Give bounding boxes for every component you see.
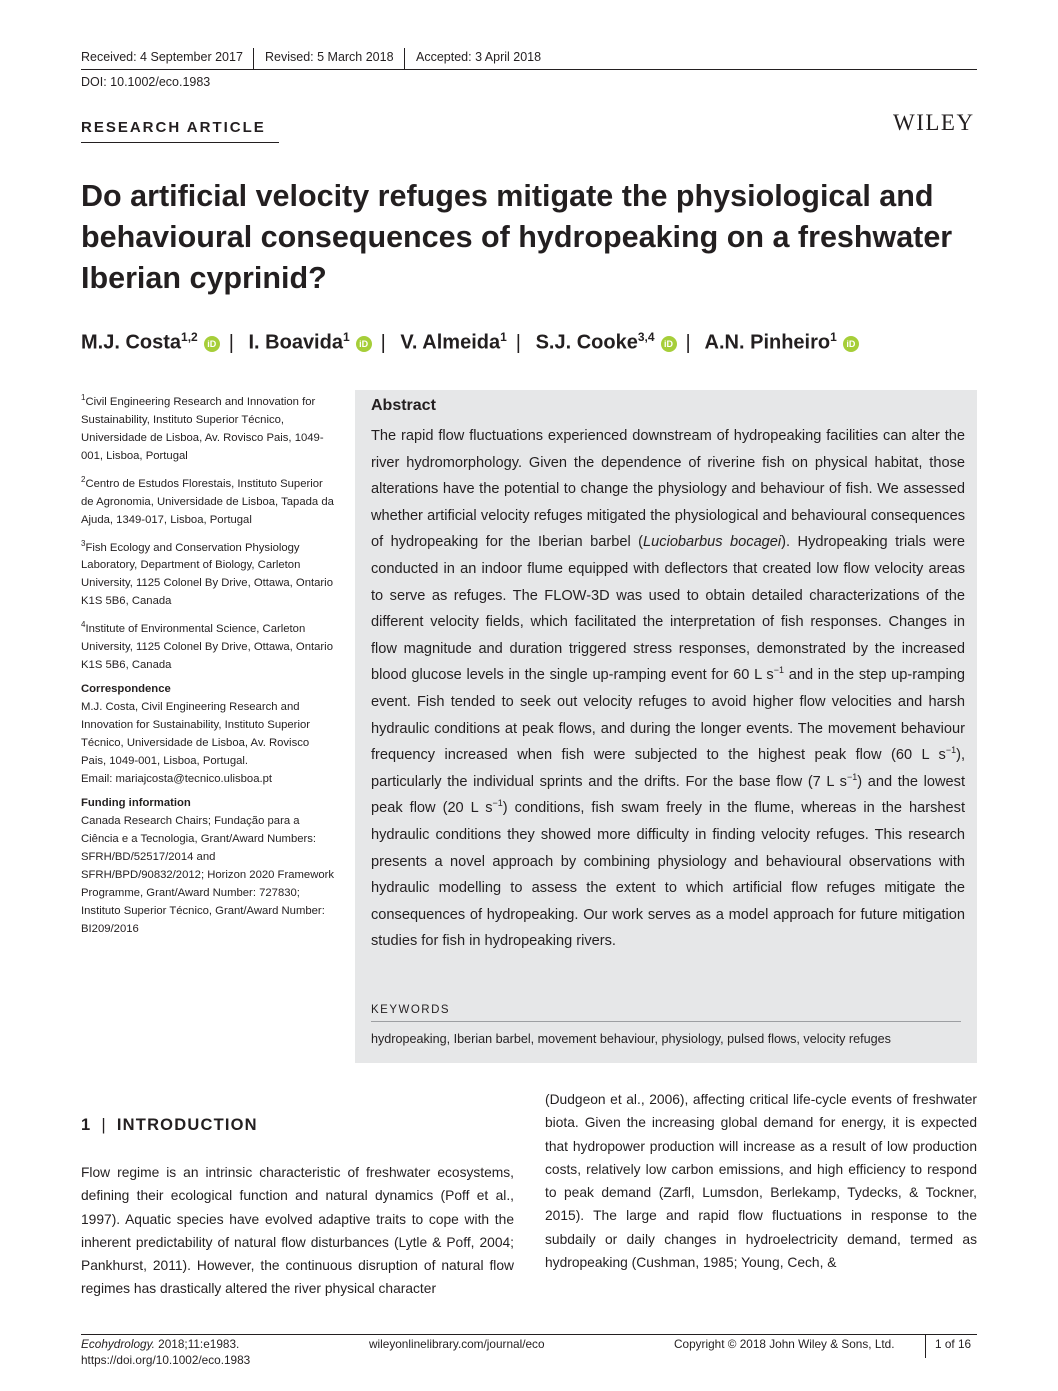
journal-citation: 2018;11:e1983.	[154, 1337, 240, 1351]
author-affiliation-ref: 1,2	[181, 330, 198, 344]
article-title: Do artificial velocity refuges mitigate the physiological and behavioural consequences of hydropeaking on a freshwater Iberian cyprinid?	[81, 179, 953, 295]
affiliation-text: Institute of Environmental Science, Carleton University, 1125 Colonel By Drive, Ottawa, Ontario K1S 5B6, Canada	[81, 623, 333, 672]
unit-exponent: −1	[492, 798, 503, 809]
affiliation-number: 3	[81, 538, 86, 548]
affiliation	[81, 389, 336, 465]
journal-name: Ecohydrology.	[81, 1337, 155, 1351]
footer-copyright: Copyright © 2018 John Wiley & Sons, Ltd.	[674, 1337, 895, 1351]
correspondence-label: Correspondence	[81, 683, 171, 696]
affiliation-text: Civil Engineering Research and Innovation for Sustainability, Instituto Superior Técnico, Universidade de Lisboa, Av. Rovisco Pais, 1049-001, Lisboa, Portugal	[81, 395, 324, 462]
author-separator: |	[515, 331, 521, 354]
orcid-icon[interactable]: iD	[843, 336, 859, 352]
section-title: INTRODUCTION	[116, 1116, 258, 1134]
affiliation-number: 2	[81, 474, 86, 484]
affiliation-text: Fish Ecology and Conservation Physiology Laboratory, Department of Biology, Carleton University, 1125 Colonel By Drive, Ottawa, Ontario K1S 5B6, Canada	[81, 541, 333, 608]
funding-text: Canada Research Chairs; Fundação para a Ciência e a Tecnologia, Grant/Award Numbers: SFRH/BD/52517/2014 and SFRH/BPD/90832/2012; Horizon 2020 Framework Programme, Grant/Award Number: 727830; Instituto Superior Técnico, Grant/Award Number: BI209/2016	[81, 815, 335, 936]
section-heading	[81, 1116, 258, 1135]
author-separator: |	[228, 331, 234, 354]
keywords-rule	[371, 1021, 961, 1022]
correspondence-email[interactable]: Email: mariajcosta@tecnico.ulisboa.pt	[81, 773, 273, 786]
affiliation	[81, 471, 336, 529]
author-affiliation-ref: 1	[830, 330, 837, 344]
abstract-part: The rapid flow fluctuations experienced downstream of hydropeaking facilities can alter the river hydromorphology. Given the dependence of riverine fish on physical habitat, those alterations have the potential to change the physiology and behaviour of fish. We assessed whether artificial velocity refuges mitigated the physiological and behavioural consequences of hydropeaking for the Iberian barbel (	[371, 428, 965, 551]
correspondence-text: M.J. Costa, Civil Engineering Research and Innovation for Sustainability, Instituto Superior Técnico, Universidade de Lisboa, Av. Rovisco Pais, 1049-001, Lisboa, Portugal.	[81, 701, 310, 768]
orcid-icon[interactable]: iD	[356, 336, 372, 352]
received-date: Received: 4 September 2017	[81, 50, 243, 64]
accepted-date: Accepted: 3 April 2018	[416, 50, 542, 64]
abstract-part: ) and the lowest peak flow (20 L s	[371, 773, 966, 817]
article-type: RESEARCH ARTICLE	[81, 119, 266, 136]
publisher-logo: WILEY	[893, 110, 975, 135]
affiliation	[81, 535, 336, 611]
section-separator: |	[101, 1116, 107, 1134]
affiliations-column	[81, 389, 336, 944]
orcid-icon[interactable]: iD	[204, 336, 220, 352]
abstract-part: ), particularly the individual sprints and the drifts. For the base flow (7 L s	[371, 747, 965, 790]
orcid-icon[interactable]: iD	[661, 336, 677, 352]
author-name: A.N. Pinheiro	[704, 331, 831, 354]
author-affiliation-ref: 1	[500, 330, 507, 344]
affiliation-text: Centro de Estudos Florestais, Instituto Superior de Agronomia, Universidade de Lisboa, Tapada da Ajuda, 1349-017, Lisboa, Portugal	[81, 477, 334, 526]
affiliation-number: 4	[81, 620, 86, 630]
keywords-heading: KEYWORDS	[371, 1004, 451, 1016]
affiliation-number: 1	[81, 393, 86, 402]
affiliation	[81, 616, 336, 674]
author-affiliation-ref: 3,4	[637, 330, 655, 344]
author-name: M.J. Costa	[81, 331, 182, 354]
abstract-heading: Abstract	[371, 397, 436, 414]
species-name: Luciobarbus bocagei	[643, 534, 782, 551]
author-name: I. Boavida	[248, 331, 343, 354]
abstract-part: and in the step up-ramping event. Fish tended to seek out velocity refuges to avoid higher flow velocities and harsh hydraulic conditions at peak flows, and during the longer events. The movement behaviour frequency increased when fish were subjected to the highest peak flow (60 L s	[371, 667, 965, 764]
page-number: 1 of 16	[935, 1337, 972, 1351]
footer-site-link[interactable]: wileyonlinelibrary.com/journal/eco	[369, 1337, 545, 1351]
author-list	[81, 330, 859, 355]
footer-citation	[81, 1337, 239, 1351]
doi: DOI: 10.1002/eco.1983	[81, 75, 211, 89]
footer-doi-link[interactable]: https://doi.org/10.1002/eco.1983	[81, 1353, 251, 1367]
footer-rule	[81, 1334, 977, 1335]
intro-right-column: (Dudgeon et al., 2006), affecting critical life-cycle events of freshwater biota. Given the increasing global demand for energy, it is expected that hydropower production will increase as a result of low production costs, relatively low carbon emissions, and high efficiency to respond to peak demand (Zarfl, Lumsdon, Berlekamp, Tydecks, & Tockner, 2015). The large and rapid flow fluctuations in response to the subdaily or daily changes in hydroelectricity demand, termed as hydropeaking (Cushman, 1985; Young, Cech, &	[545, 1092, 977, 1271]
author-separator: |	[685, 331, 691, 354]
author-name: S.J. Cooke	[535, 331, 638, 354]
intro-left-column: Flow regime is an intrinsic characteristic of freshwater ecosystems, defining their ecological function and natural dynamics (Poff et al., 1997). Aquatic species have evolved adaptive traits to cope with the inherent predictability of natural flow disturbances (Lytle & Poff, 2004; Pankhurst, 2011). However, the continuous disruption of natural flow regimes has drastically altered the river physical character	[81, 1165, 514, 1297]
header-separator	[404, 48, 405, 70]
unit-exponent: −1	[945, 745, 957, 756]
section-number: 1	[81, 1116, 92, 1134]
article-type-underline	[81, 142, 279, 143]
revised-date: Revised: 5 March 2018	[265, 50, 394, 64]
funding-label: Funding information	[81, 797, 191, 810]
abstract-part: ). Hydropeaking trials were conducted in an indoor flume equipped with deflectors that created low flow velocity areas to serve as refuges. The FLOW-3D was used to obtain detailed characterizations of the different velocity fields, which facilitated the interpretation of fish responses. Changes in flow magnitude and duration triggered stress responses, demonstrated by the increased blood glucose levels in the single up-ramping event for 60 L s	[371, 534, 965, 684]
author-affiliation-ref: 1	[342, 330, 350, 344]
footer-separator	[925, 1334, 926, 1358]
abstract-part: ) conditions, fish swam freely in the flume, whereas in the harshest hydraulic conditions they showed more difficulty in finding velocity refuges. This research presents a novel approach by combining physiology and behavioural observations with hydraulic modelling to assess the extent to which artificial flow refuges mitigate the consequences of hydropeaking. Our work serves as a model approach for future mitigation studies for fish in hydropeaking rivers.	[371, 800, 966, 950]
header-separator	[253, 48, 254, 70]
abstract-text	[371, 423, 965, 955]
keywords-text: hydropeaking, Iberian barbel, movement behaviour, physiology, pulsed flows, velocity refuges	[371, 1032, 891, 1046]
author-separator: |	[380, 331, 386, 354]
header-rule	[81, 69, 977, 70]
unit-exponent: −1	[773, 665, 784, 676]
unit-exponent: −1	[846, 771, 858, 782]
author-name: V. Almeida	[400, 331, 501, 354]
